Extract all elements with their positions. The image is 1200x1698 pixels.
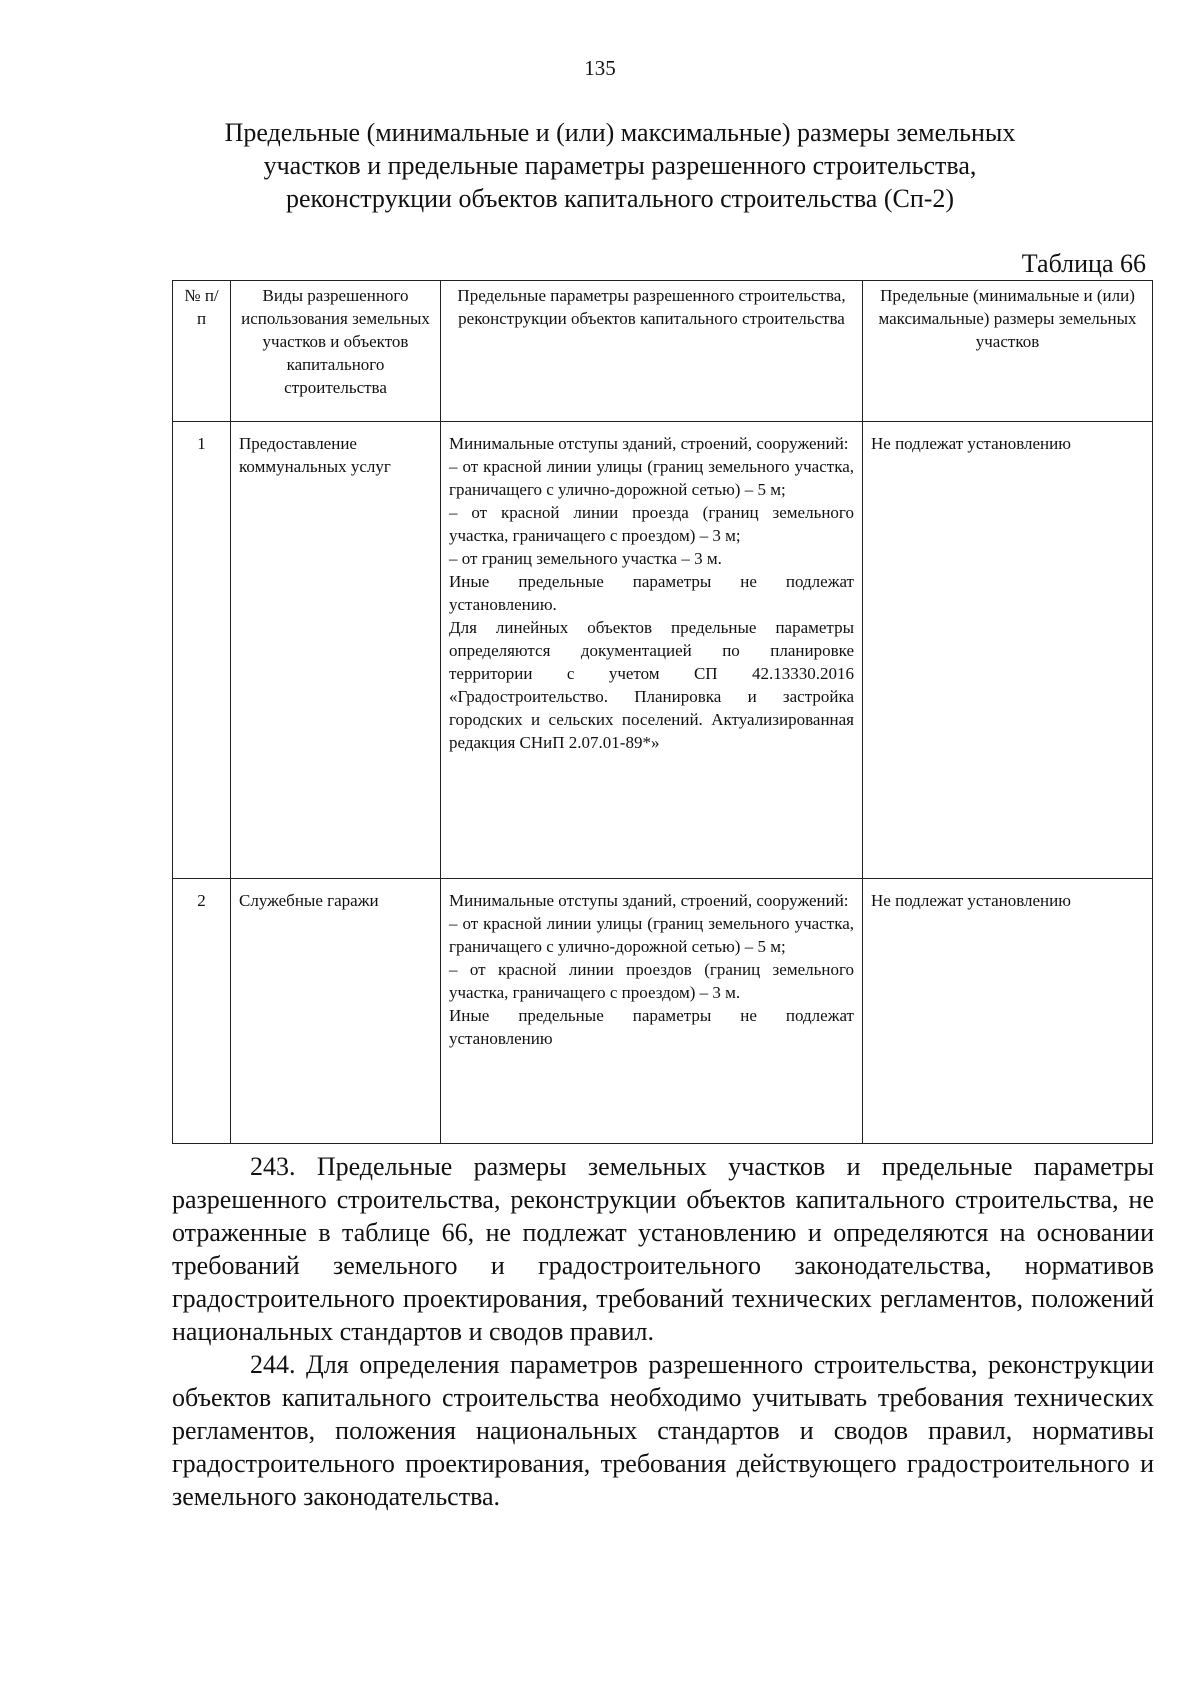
row-use-type: Служебные гаражи [231, 879, 441, 1144]
row-number: 2 [173, 879, 231, 1144]
param-line: – от границ земельного участка – 3 м. [449, 549, 722, 568]
table-header-row [173, 281, 1153, 422]
title-line-2: участков и предельные параметры разрешенного строительства, [263, 151, 977, 180]
param-line: – от красной линии проездов (границ земельного участка, граничащего с проездом) – 3 м. [449, 960, 854, 1002]
header-plot-sizes: Предельные (минимальные и (или) максимальные) размеры земельных участков [863, 281, 1153, 422]
header-use-type: Виды разрешенного использования земельных участков и объектов капитального строительства [231, 281, 441, 422]
title-line-1: Предельные (минимальные и (или) максимальные) размеры земельных [224, 118, 1016, 147]
row-plot-sizes: Не подлежат установлению [863, 422, 1153, 879]
header-number: № п/п [173, 281, 231, 422]
table-label: Таблица 66 [1021, 249, 1146, 278]
param-line: – от красной линии улицы (границ земельного участка, граничащего с улично-дорожной сетью) – 5 м; [449, 457, 854, 499]
param-line: Минимальные отступы зданий, строений, сооружений: [449, 891, 849, 910]
paragraph-244: 244. Для определения параметров разрешенного строительства, реконструкции объектов капитального строительства необходимо учитывать требования технических регламентов, положения национальных стандартов и сводов правил, нормативы градостроительного проектирования, требования действующего градостроительного и земельного законодательства. [172, 1350, 1154, 1511]
param-line: Минимальные отступы зданий, строений, сооружений: [449, 434, 849, 453]
body-text [172, 1150, 1154, 1513]
row-parameters [441, 879, 863, 1144]
parameters-table [172, 280, 1153, 1144]
page-number: 135 [584, 56, 616, 80]
table-row [173, 422, 1153, 879]
row-use-type: Предоставление коммунальных услуг [231, 422, 441, 879]
row-plot-sizes: Не подлежат установлению [863, 879, 1153, 1144]
param-line: Иные предельные параметры не подлежат установлению [449, 1006, 854, 1048]
row-number: 1 [173, 422, 231, 879]
title-line-3: реконструкции объектов капитального строительства (Сп-2) [285, 184, 955, 213]
page-title [170, 116, 1070, 215]
param-line: – от красной линии улицы (границ земельного участка, граничащего с улично-дорожной сетью) – 5 м; [449, 914, 854, 956]
param-line: Иные предельные параметры не подлежат установлению. [449, 572, 854, 614]
param-line: Для линейных объектов предельные параметры определяются документацией по планировке территории с учетом СП 42.13330.2016 «Градостроительство. Планировка и застройка городских и сельских поселений. Актуализированная редакция СНиП 2.07.01-89*» [449, 618, 854, 752]
row-parameters [441, 422, 863, 879]
param-line: – от красной линии проезда (границ земельного участка, граничащего с проездом) – 3 м; [449, 503, 854, 545]
header-parameters: Предельные параметры разрешенного строительства, реконструкции объектов капитального строительства [441, 281, 863, 422]
table-row [173, 879, 1153, 1144]
paragraph-243: 243. Предельные размеры земельных участков и предельные параметры разрешенного строительства, реконструкции объектов капитального строительства, не отраженные в таблице 66, не подлежат установлению и определяются на основании требований земельного и градостроительного законодательства, нормативов градостроительного проектирования, требований технических регламентов, положений национальных стандартов и сводов правил. [172, 1152, 1154, 1346]
